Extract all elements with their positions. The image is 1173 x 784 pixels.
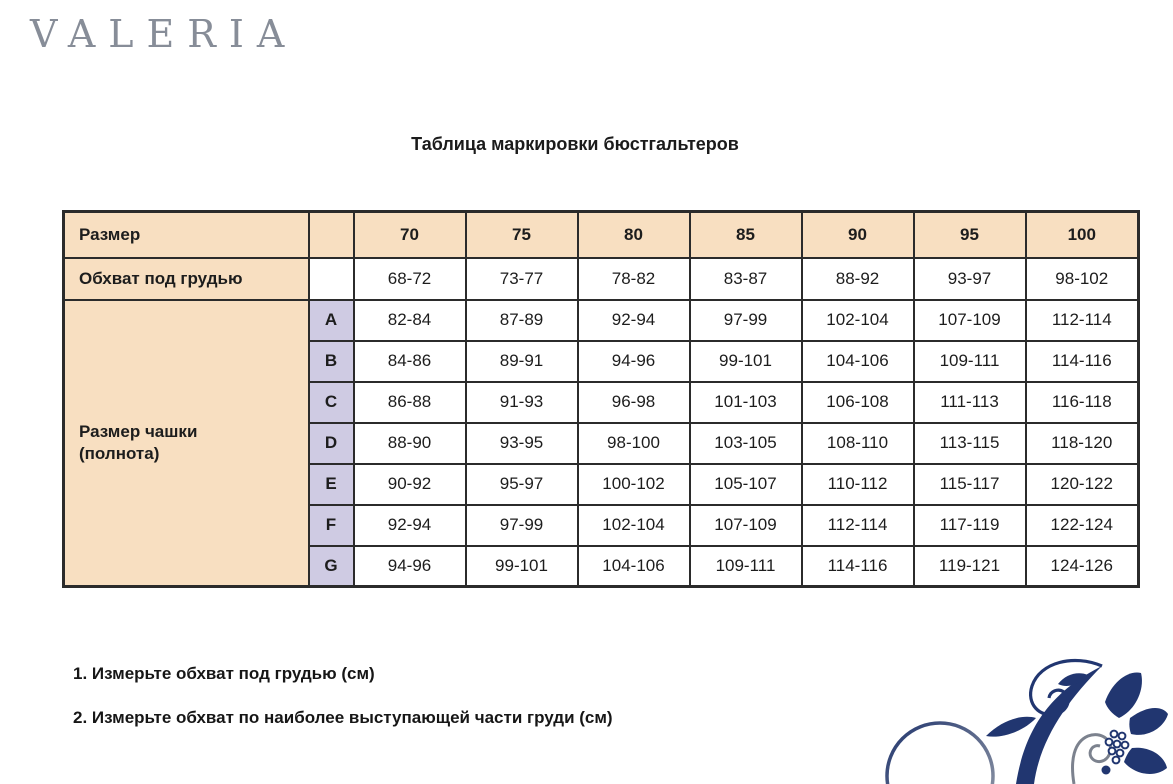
cup-value: 116-118: [1026, 382, 1139, 423]
cup-letter-b: B: [309, 341, 354, 382]
cup-value: 118-120: [1026, 423, 1139, 464]
underbust-value: 88-92: [802, 258, 914, 300]
floral-swirl-ornament-icon: [868, 656, 1168, 784]
cup-value: 97-99: [690, 300, 802, 341]
underbust-value: 98-102: [1026, 258, 1139, 300]
cup-value: 124-126: [1026, 546, 1139, 587]
cup-value: 94-96: [354, 546, 466, 587]
size-col-80: 80: [578, 212, 690, 258]
cup-value: 102-104: [578, 505, 690, 546]
cup-value: 110-112: [802, 464, 914, 505]
measuring-instructions: [73, 664, 613, 752]
instruction-step-1: 1. Измерьте обхват под грудью (см): [73, 664, 375, 683]
spacer-cell: [309, 212, 354, 258]
cup-value: 114-116: [1026, 341, 1139, 382]
cup-value: 119-121: [914, 546, 1026, 587]
cup-value: 109-111: [690, 546, 802, 587]
cup-value: 100-102: [578, 464, 690, 505]
underbust-value: 73-77: [466, 258, 578, 300]
cup-value: 113-115: [914, 423, 1026, 464]
cup-value: 117-119: [914, 505, 1026, 546]
size-col-95: 95: [914, 212, 1026, 258]
cup-value: 89-91: [466, 341, 578, 382]
cup-value: 114-116: [802, 546, 914, 587]
cup-value: 96-98: [578, 382, 690, 423]
cup-value: 106-108: [802, 382, 914, 423]
spacer-cell: [309, 258, 354, 300]
cup-value: 120-122: [1026, 464, 1139, 505]
cup-value: 95-97: [466, 464, 578, 505]
cup-value: 90-92: [354, 464, 466, 505]
cup-value: 101-103: [690, 382, 802, 423]
cup-value: 109-111: [914, 341, 1026, 382]
cup-value: 115-117: [914, 464, 1026, 505]
cup-letter-e: E: [309, 464, 354, 505]
cup-value: 108-110: [802, 423, 914, 464]
size-col-70: 70: [354, 212, 466, 258]
cup-value: 102-104: [802, 300, 914, 341]
cup-value: 92-94: [578, 300, 690, 341]
cup-value: 93-95: [466, 423, 578, 464]
size-row-label: Размер: [64, 212, 309, 258]
page-title: Таблица маркировки бюстгальтеров: [411, 134, 739, 154]
cup-value: 99-101: [466, 546, 578, 587]
underbust-value: 68-72: [354, 258, 466, 300]
underbust-value: 78-82: [578, 258, 690, 300]
cup-value: 94-96: [578, 341, 690, 382]
cup-value: 86-88: [354, 382, 466, 423]
cup-value: 104-106: [802, 341, 914, 382]
table-row-size-header: [64, 212, 1139, 258]
size-col-75: 75: [466, 212, 578, 258]
bra-size-table: [62, 210, 1140, 588]
cup-value: 97-99: [466, 505, 578, 546]
cup-value: 91-93: [466, 382, 578, 423]
underbust-row-label: Обхват под грудью: [64, 258, 309, 300]
table-row-underbust: [64, 258, 1139, 300]
cup-value: 88-90: [354, 423, 466, 464]
underbust-value: 83-87: [690, 258, 802, 300]
cup-value: 105-107: [690, 464, 802, 505]
size-col-100: 100: [1026, 212, 1139, 258]
cup-letter-a: A: [309, 300, 354, 341]
cup-letter-c: C: [309, 382, 354, 423]
table-row-cup-a: [64, 300, 1139, 341]
size-col-85: 85: [690, 212, 802, 258]
cup-row-label: [64, 300, 309, 587]
cup-letter-d: D: [309, 423, 354, 464]
cup-value: 82-84: [354, 300, 466, 341]
cup-letter-f: F: [309, 505, 354, 546]
size-col-90: 90: [802, 212, 914, 258]
instruction-step-2: 2. Измерьте обхват по наиболее выступающей части груди (см): [73, 708, 613, 727]
cup-value: 84-86: [354, 341, 466, 382]
cup-value: 104-106: [578, 546, 690, 587]
cup-value: 103-105: [690, 423, 802, 464]
cup-value: 122-124: [1026, 505, 1139, 546]
cup-value: 111-113: [914, 382, 1026, 423]
cup-value: 98-100: [578, 423, 690, 464]
brand-logo: VALERIA: [30, 12, 298, 56]
underbust-value: 93-97: [914, 258, 1026, 300]
cup-label-line2: (полнота): [79, 443, 160, 463]
cup-letter-g: G: [309, 546, 354, 587]
cup-label-line1: Размер чашки: [79, 421, 198, 441]
cup-value: 87-89: [466, 300, 578, 341]
cup-value: 92-94: [354, 505, 466, 546]
cup-value: 112-114: [802, 505, 914, 546]
cup-value: 99-101: [690, 341, 802, 382]
cup-value: 112-114: [1026, 300, 1139, 341]
cup-value: 107-109: [690, 505, 802, 546]
cup-value: 107-109: [914, 300, 1026, 341]
